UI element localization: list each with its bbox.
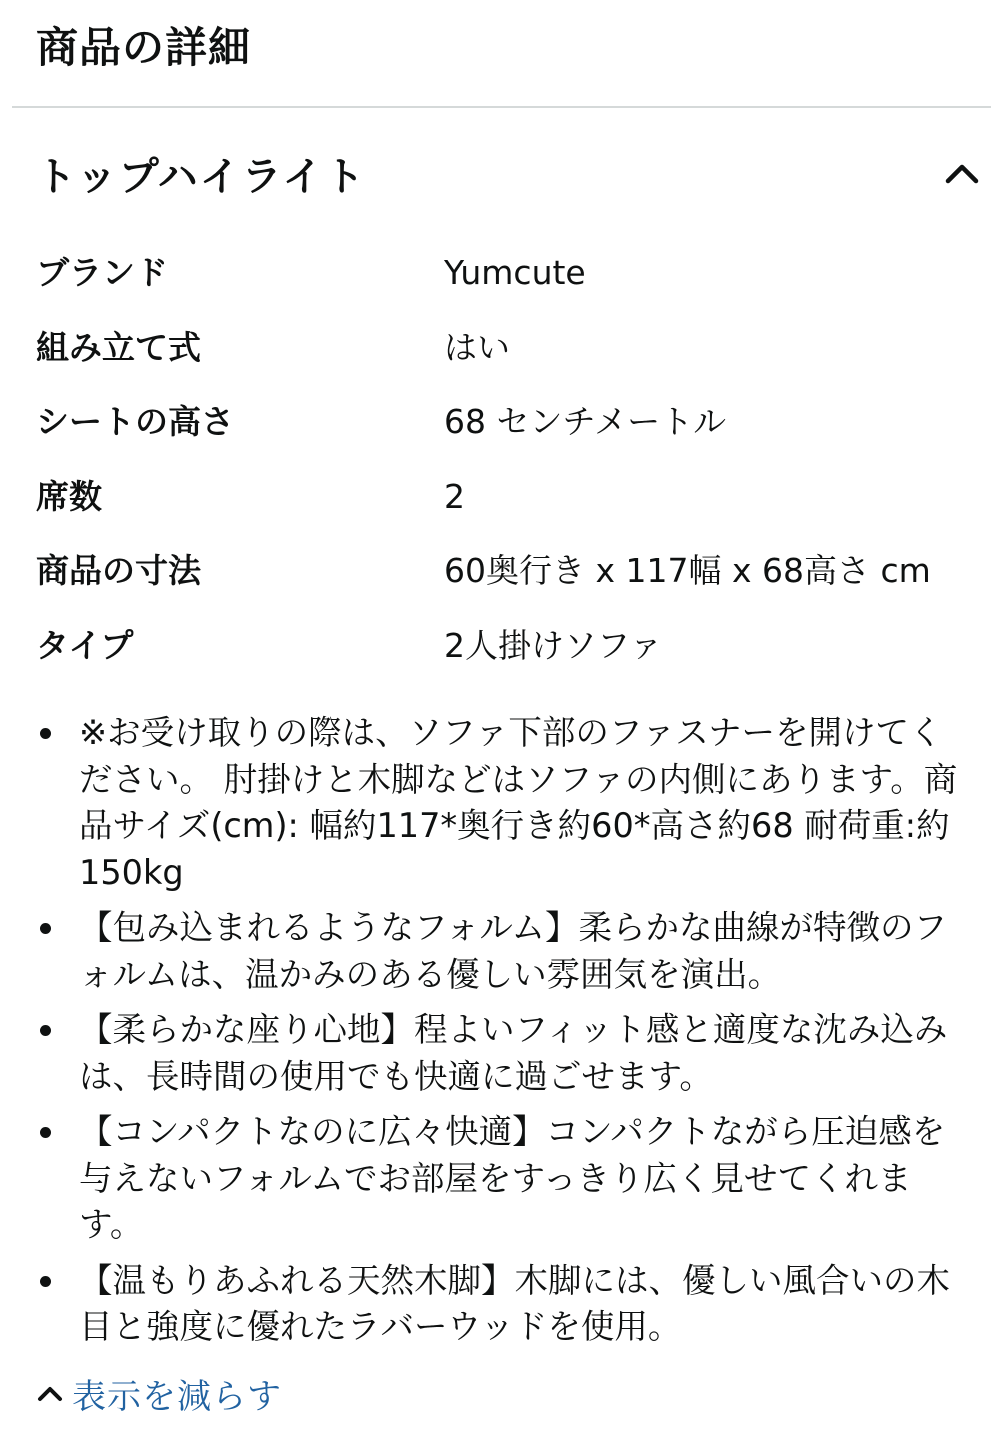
bullet-dot [40,1127,51,1138]
section-divider [12,106,991,108]
spec-value: 60奥行き x 117幅 x 68高さ cm [444,551,931,591]
chevron-up-icon[interactable] [945,156,979,190]
feature-bullet-list [36,710,966,1360]
spec-label: タイプ [36,625,134,665]
bullet-dot [40,923,51,934]
list-item [36,1007,966,1100]
bullet-text: 【柔らかな座り心地】程よいフィット感と適度な沈み込みは、長時間の使用でも快適に過ごせます。 [79,1010,948,1096]
spec-label: ブランド [36,253,168,292]
bullet-text: 【温もりあふれる天然木脚】木脚には、優しい風合いの木目と強度に優れたラバーウッドを使用。 [79,1260,950,1346]
spec-row [36,313,976,388]
page-title: 商品の詳細 [36,23,252,72]
spec-row [36,462,976,537]
spec-value: Yumcute [444,253,586,292]
spec-row [36,238,976,313]
spec-row [36,611,976,686]
chevron-up-icon [36,1379,64,1407]
spec-label: 商品の寸法 [36,551,201,591]
top-highlights-header[interactable] [36,142,979,204]
list-item [36,905,966,998]
spec-row [36,387,976,462]
show-less-label[interactable]: 表示を減らす [72,1376,282,1417]
bullet-dot [40,728,51,739]
spec-row [36,536,976,611]
list-item [36,1258,966,1351]
bullet-text: 【コンパクトなのに広々快適】コンパクトながら圧迫感を与えないフォルムでお部屋をすっきり広く見せてくれます。 [79,1112,946,1244]
spec-value: 68 センチメートル [444,402,727,442]
spec-value: はい [444,327,510,367]
spec-table [36,238,976,686]
spec-value: 2人掛けソファ [444,625,663,665]
bullet-dot [40,1276,51,1287]
bullet-text: 【包み込まれるようなフォルム】柔らかな曲線が特徴のフォルムは、温かみのある優しい雰囲気を演出。 [79,908,947,994]
spec-label: 席数 [36,476,102,516]
spec-label: 組み立て式 [36,327,201,367]
show-less-link[interactable] [36,1370,282,1416]
list-item [36,1109,966,1249]
spec-label: シートの高さ [36,402,234,442]
list-item [36,710,966,896]
spec-value: 2 [444,476,465,516]
bullet-dot [40,1025,51,1036]
bullet-text: ※お受け取りの際は、ソファ下部のファスナーを開けてください。 肘掛けと木脚などはソファの内側にあります。商品サイズ(cm): 幅約117*奥行き約60*高さ約68 耐荷重:約150kg [79,713,958,892]
section-title: トップハイライト [36,153,367,200]
